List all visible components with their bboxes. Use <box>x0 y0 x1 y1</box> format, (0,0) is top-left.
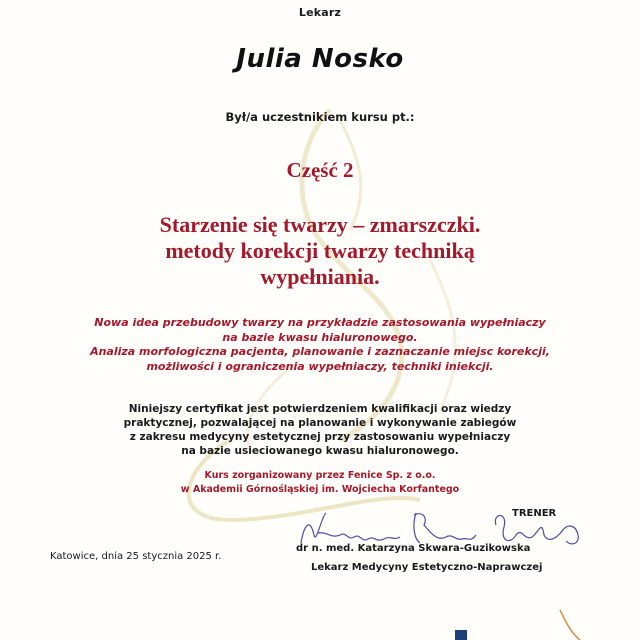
trainer-title: Lekarz Medycyny Estetyczno-Naprawczej <box>311 562 543 573</box>
description-line: na bazie kwasu hialuronowego. <box>222 330 418 344</box>
course-title <box>0 212 640 290</box>
profession-label: Lekarz <box>298 6 342 19</box>
description-line: Nowa idea przebudowy twarzy na przykładzie zastosowania wypełniaczy <box>94 316 546 329</box>
recipient-name: Julia Nosko <box>236 44 404 74</box>
part-label: Część 2 <box>286 158 354 182</box>
course-title-line: metody korekcji twarzy techniką <box>165 238 475 263</box>
organizer-info <box>0 469 640 496</box>
certification-statement <box>0 402 640 458</box>
description-line: Analiza morfologiczna pacjenta, planowanie i zaznaczanie miejsc korekcji, <box>90 345 550 358</box>
course-description <box>0 316 640 374</box>
participant-line: Był/a uczestnikiem kursu pt.: <box>225 110 415 124</box>
statement-line: na bazie usieciowanego kwasu hialuronowego. <box>181 445 459 457</box>
description-line: możliwości i ograniczenia wypełniaczy, techniki iniekcji. <box>146 359 494 373</box>
course-title-line: Starzenie się twarzy – zmarszczki. <box>159 212 481 237</box>
statement-line: Niniejszy certyfikat jest potwierdzeniem kwalifikacji oraz wiedzy <box>128 403 512 415</box>
organizer-line: w Akademii Górnośląskiej im. Wojciecha Korfantego <box>180 483 460 495</box>
location-date: Katowice, dnia 25 stycznia 2025 r. <box>50 551 222 562</box>
trainer-label: TRENER <box>512 508 557 519</box>
statement-line: praktycznej, pozwalającej na planowanie i wykonywanie zabiegów <box>123 417 517 429</box>
statement-line: z zakresu medycyny estetycznej przy zastosowaniu wypełniaczy <box>129 431 511 443</box>
organizer-line: Kurs zorganizowany przez Fenice Sp. z o.o. <box>204 470 436 481</box>
logo-fragment <box>455 630 467 640</box>
trainer-name: dr n. med. Katarzyna Skwara-Guzikowska <box>296 543 531 554</box>
course-title-line: wypełniania. <box>260 264 380 289</box>
